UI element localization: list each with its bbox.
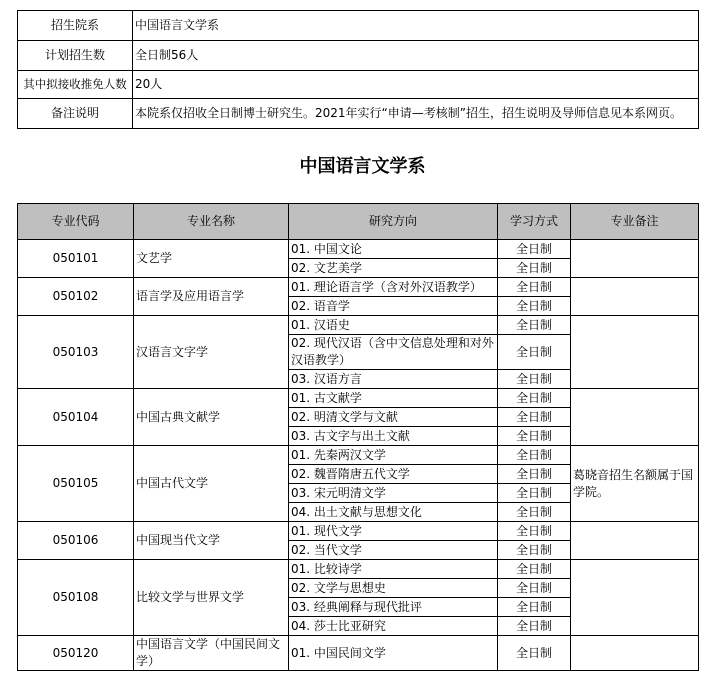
direction: 02. 文学与思想史	[289, 579, 498, 598]
major-note	[571, 240, 699, 278]
study-mode: 全日制	[498, 278, 571, 297]
study-mode: 全日制	[498, 522, 571, 541]
table-row	[18, 636, 699, 671]
study-mode: 全日制	[498, 370, 571, 389]
info-row	[18, 99, 699, 129]
major-name: 比较文学与世界文学	[134, 560, 289, 636]
major-code: 050104	[18, 389, 134, 446]
direction: 01. 比较诗学	[289, 560, 498, 579]
direction: 01. 先秦两汉文学	[289, 446, 498, 465]
study-mode: 全日制	[498, 598, 571, 617]
major-note: 葛晓音招生名额属于国学院。	[571, 446, 699, 522]
direction: 02. 当代文学	[289, 541, 498, 560]
info-label: 计划招生数	[18, 41, 133, 71]
table-row	[18, 278, 699, 297]
info-label: 招生院系	[18, 11, 133, 41]
table-row	[18, 316, 699, 335]
header-direction: 研究方向	[289, 204, 498, 240]
major-code: 050106	[18, 522, 134, 560]
majors-table	[17, 203, 699, 671]
major-code: 050108	[18, 560, 134, 636]
direction: 01. 理论语言学（含对外汉语教学）	[289, 278, 498, 297]
major-name: 汉语言文字学	[134, 316, 289, 389]
direction: 03. 经典阐释与现代批评	[289, 598, 498, 617]
major-name: 中国语言文学（中国民间文学）	[134, 636, 289, 671]
header-note: 专业备注	[571, 204, 699, 240]
info-row	[18, 71, 699, 99]
table-row	[18, 522, 699, 541]
table-row	[18, 560, 699, 579]
major-name: 中国古代文学	[134, 446, 289, 522]
direction: 01. 古文献学	[289, 389, 498, 408]
direction: 04. 出土文献与思想文化	[289, 503, 498, 522]
major-code: 050102	[18, 278, 134, 316]
study-mode: 全日制	[498, 427, 571, 446]
major-code: 050101	[18, 240, 134, 278]
study-mode: 全日制	[498, 259, 571, 278]
major-note	[571, 278, 699, 316]
study-mode: 全日制	[498, 636, 571, 671]
study-mode: 全日制	[498, 560, 571, 579]
department-info-table	[17, 10, 699, 129]
info-row	[18, 41, 699, 71]
direction: 02. 魏晋隋唐五代文学	[289, 465, 498, 484]
major-note	[571, 560, 699, 636]
header-code: 专业代码	[18, 204, 134, 240]
department-title: 中国语言文学系	[299, 156, 426, 177]
header-mode: 学习方式	[498, 204, 571, 240]
major-name: 中国现当代文学	[134, 522, 289, 560]
study-mode: 全日制	[498, 446, 571, 465]
major-note	[571, 389, 699, 446]
study-mode: 全日制	[498, 316, 571, 335]
study-mode: 全日制	[498, 579, 571, 598]
table-row	[18, 389, 699, 408]
major-name: 语言学及应用语言学	[134, 278, 289, 316]
major-name: 文艺学	[134, 240, 289, 278]
direction: 02. 现代汉语（含中文信息处理和对外汉语教学）	[289, 335, 498, 370]
major-note	[571, 636, 699, 671]
major-code: 050105	[18, 446, 134, 522]
table-row	[18, 240, 699, 259]
direction: 01. 现代文学	[289, 522, 498, 541]
table-row	[18, 446, 699, 465]
study-mode: 全日制	[498, 389, 571, 408]
study-mode: 全日制	[498, 240, 571, 259]
study-mode: 全日制	[498, 541, 571, 560]
major-note	[571, 316, 699, 389]
study-mode: 全日制	[498, 408, 571, 427]
study-mode: 全日制	[498, 465, 571, 484]
table-header-row	[18, 204, 699, 240]
header-name: 专业名称	[134, 204, 289, 240]
info-value: 中国语言文学系	[133, 11, 699, 41]
major-code: 050120	[18, 636, 134, 671]
info-label: 其中拟接收推免人数	[18, 71, 133, 99]
direction: 02. 语音学	[289, 297, 498, 316]
study-mode: 全日制	[498, 484, 571, 503]
study-mode: 全日制	[498, 335, 571, 370]
direction: 01. 中国民间文学	[289, 636, 498, 671]
info-row	[18, 11, 699, 41]
direction: 03. 汉语方言	[289, 370, 498, 389]
info-value: 全日制56人	[133, 41, 699, 71]
direction: 03. 古文字与出土文献	[289, 427, 498, 446]
direction: 03. 宋元明清文学	[289, 484, 498, 503]
info-label: 备注说明	[18, 99, 133, 129]
major-code: 050103	[18, 316, 134, 389]
study-mode: 全日制	[498, 617, 571, 636]
direction: 01. 汉语史	[289, 316, 498, 335]
study-mode: 全日制	[498, 297, 571, 316]
direction: 02. 明清文学与文献	[289, 408, 498, 427]
info-value: 20人	[133, 71, 699, 99]
major-name: 中国古典文献学	[134, 389, 289, 446]
major-note	[571, 522, 699, 560]
direction: 02. 文艺美学	[289, 259, 498, 278]
info-value: 本院系仅招收全日制博士研究生。2021年实行“申请—考核制”招生，招生说明及导师信息见本系网页。	[133, 99, 699, 129]
study-mode: 全日制	[498, 503, 571, 522]
direction: 01. 中国文论	[289, 240, 498, 259]
direction: 04. 莎士比亚研究	[289, 617, 498, 636]
